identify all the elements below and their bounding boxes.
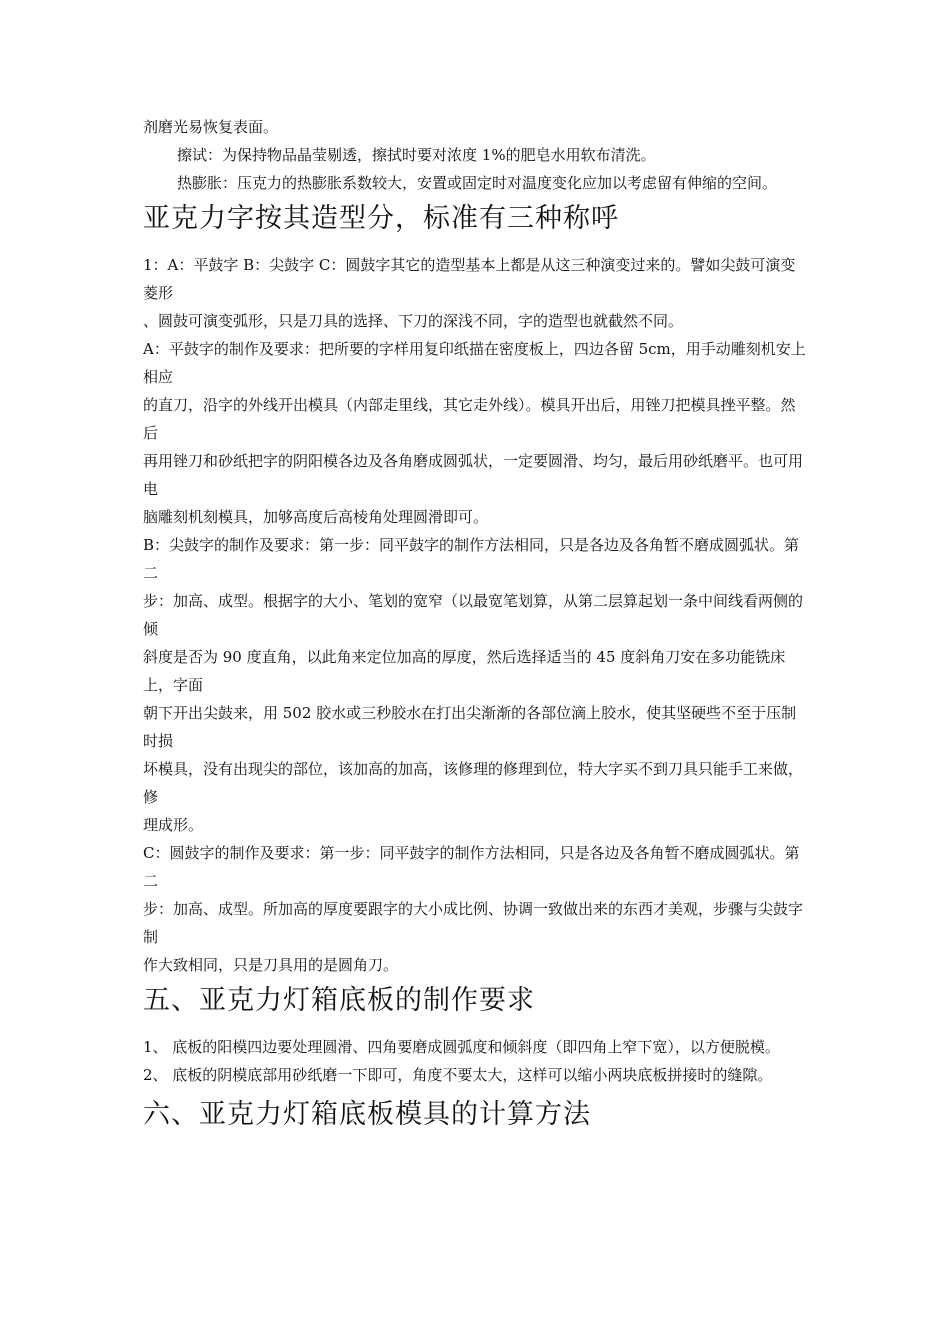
paragraph-sharp-drum-4: 朝下开出尖鼓来，用 502 胶水或三秒胶水在打出尖渐渐的各部位滴上胶水，使其坚硬些不至于压制时损 <box>143 704 797 750</box>
paragraph-sharp-drum-6: 理成形。 <box>143 816 204 834</box>
paragraph-styles-overview: 1：A：平鼓字 B：尖鼓字 C：圆鼓字其它的造型基本上都是从这三种演变过来的。譬如尖鼓可演变菱形 <box>143 256 796 302</box>
section-heading-font-styles: 亚克力字按其造型分，标准有三种称呼 <box>143 203 619 234</box>
paragraph-sharp-drum-5: 坏模具，没有出现尖的部位，该加高的加高，该修理的修理到位，特大字买不到刀具只能手工来做，修 <box>143 760 804 806</box>
paragraph-sharp-drum-2: 步：加高、成型。根据字的大小、笔划的宽窄（以最宽笔划算，从第二层算起划一条中间线看两侧的倾 <box>143 592 804 638</box>
paragraph-styles-overview-cont: 、圆鼓可演变弧形，只是刀具的选择、下刀的深浅不同，字的造型也就截然不同。 <box>143 312 684 330</box>
paragraph-round-drum-3: 作大致相同，只是刀具用的是圆角刀。 <box>143 956 399 974</box>
paragraph-sharp-drum-1: B：尖鼓字的制作及要求：第一步：同平鼓字的制作方法相同，只是各边及各角暂不磨成圆弧状。第二 <box>143 536 800 582</box>
list-item-base-plate-2: 2、 底板的阴模底部用砂纸磨一下即可，角度不要太大，这样可以缩小两块底板拼接时的缝隙。 <box>143 1066 773 1084</box>
intro-line-2: 擦试：为保持物品晶莹剔透，擦拭时要对浓度 1%的肥皂水用软布清洗。 <box>177 146 656 164</box>
intro-line-3: 热膨胀：压克力的热膨胀系数较大，安置或固定时对温度变化应加以考虑留有伸缩的空间。 <box>177 174 778 192</box>
paragraph-round-drum-2: 步：加高、成型。所加高的厚度要跟字的大小成比例、协调一致做出来的东西才美观，步骤与尖鼓字制 <box>143 900 804 946</box>
paragraph-flat-drum-1: A：平鼓字的制作及要求：把所要的字样用复印纸描在密度板上，四边各留 5cm，用手动雕刻机安上相应 <box>143 340 806 386</box>
paragraph-flat-drum-4: 脑雕刻机刻模具，加够高度后高棱角处理圆滑即可。 <box>143 508 489 526</box>
paragraph-flat-drum-2: 的直刀，沿字的外线开出模具（内部走里线，其它走外线）。模具开出后，用锉刀把模具挫平整。然后 <box>143 396 796 442</box>
paragraph-sharp-drum-3: 斜度是否为 90 度直角，以此角来定位加高的厚度，然后选择适当的 45 度斜角刀安在多功能铣床上，字面 <box>143 648 786 694</box>
list-item-base-plate-1: 1、 底板的阳模四边要处理圆滑、四角要磨成圆弧度和倾斜度（即四角上窄下宽），以方便脱模。 <box>143 1038 780 1056</box>
paragraph-flat-drum-3: 再用锉刀和砂纸把字的阴阳模各边及各角磨成圆弧状，一定要圆滑、均匀，最后用砂纸磨平。也可用电 <box>143 452 804 498</box>
document-body <box>143 113 808 1147</box>
section-heading-base-plate: 五、亚克力灯箱底板的制作要求 <box>143 985 535 1016</box>
section-heading-mold-calculation: 六、亚克力灯箱底板模具的计算方法 <box>143 1099 591 1130</box>
paragraph-round-drum-1: C：圆鼓字的制作及要求：第一步：同平鼓字的制作方法相同，只是各边及各角暂不磨成圆弧状。第二 <box>143 844 800 890</box>
intro-line-1: 剂磨光易恢复表面。 <box>143 118 279 136</box>
